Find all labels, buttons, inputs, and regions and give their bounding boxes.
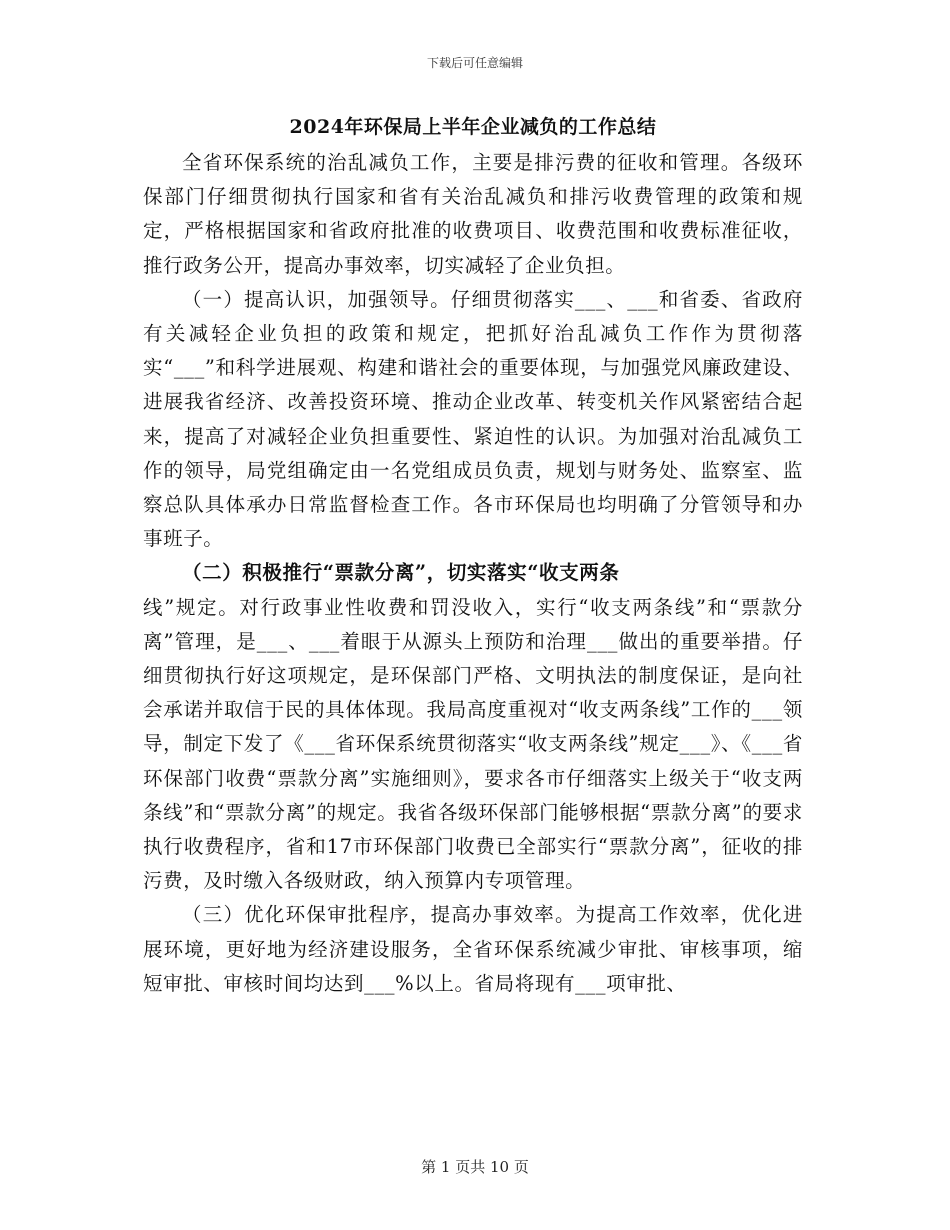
section-2-heading: （二）积极推行“票款分离”，切实落实“收支两条 [182, 561, 620, 585]
page-header-note: 下载后可任意编辑 [426, 56, 523, 70]
paragraph-section-1: （一）提高认识，加强领导。仔细贯彻落实___、___和省委、省政府有关减轻企业负担的政策和规定，把抓好治乱减负工作作为贯彻落实“___”和科学进展观、构建和谐社会的重要体现，与加强党风廉政建设、进展我省经济、改善投资环境、推动企业改革、转变机关作风紧密结合起来，提高了对减轻企业负担重要性、紧迫性的认识。为加强对治乱减负工作的领导，局党组确定由一名党组成员负责，规划与财务处、监察室、监察总队具体承办日常监督检查工作。各市环保局也均明确了分管领导和办事班子。 [143, 287, 803, 551]
page-number: 第 1 页共 10 页 [421, 1158, 529, 1176]
paragraph-section-3: （三）优化环保审批程序，提高办事效率。为提高工作效率，优化进展环境，更好地为经济建设服务，全省环保系统减少审批、审核事项，缩短审批、审核时间均达到___%以上。省局将现有___项审批、 [143, 903, 803, 995]
paragraph-intro: 全省环保系统的治乱减负工作，主要是排污费的征收和管理。各级环保部门仔细贯彻执行国家和省有关治乱减负和排污收费管理的政策和规定，严格根据国家和省政府批准的收费项目、收费范围和收费标准征收，推行政务公开，提高办事效率，切实减轻了企业负担。 [143, 151, 803, 277]
paragraph-section-2: 线”规定。对行政事业性收费和罚没收入，实行“收支两条线”和“票款分离”管理，是___、___着眼于从源头上预防和治理___做出的重要举措。仔细贯彻执行好这项规定，是环保部门严格、文明执法的制度保证，是向社会承诺并取信于民的具体体现。我局高度重视对“收支两条线”工作的___领导，制定下发了《___省环保系统贯彻落实“收支两条线”规定___》、《___省环保部门收费“票款分离”实施细则》，要求各市仔细落实上级关于“收支两条线”和“票款分离”的规定。我省各级环保部门能够根据“票款分离”的要求执行收费程序，省和17市环保部门收费已全部实行“票款分离”，征收的排污费，及时缴入各级财政，纳入预算内专项管理。 [143, 595, 803, 893]
document-title: 2024年环保局上半年企业减负的工作总结 [289, 116, 657, 138]
document-body [143, 112, 803, 1001]
